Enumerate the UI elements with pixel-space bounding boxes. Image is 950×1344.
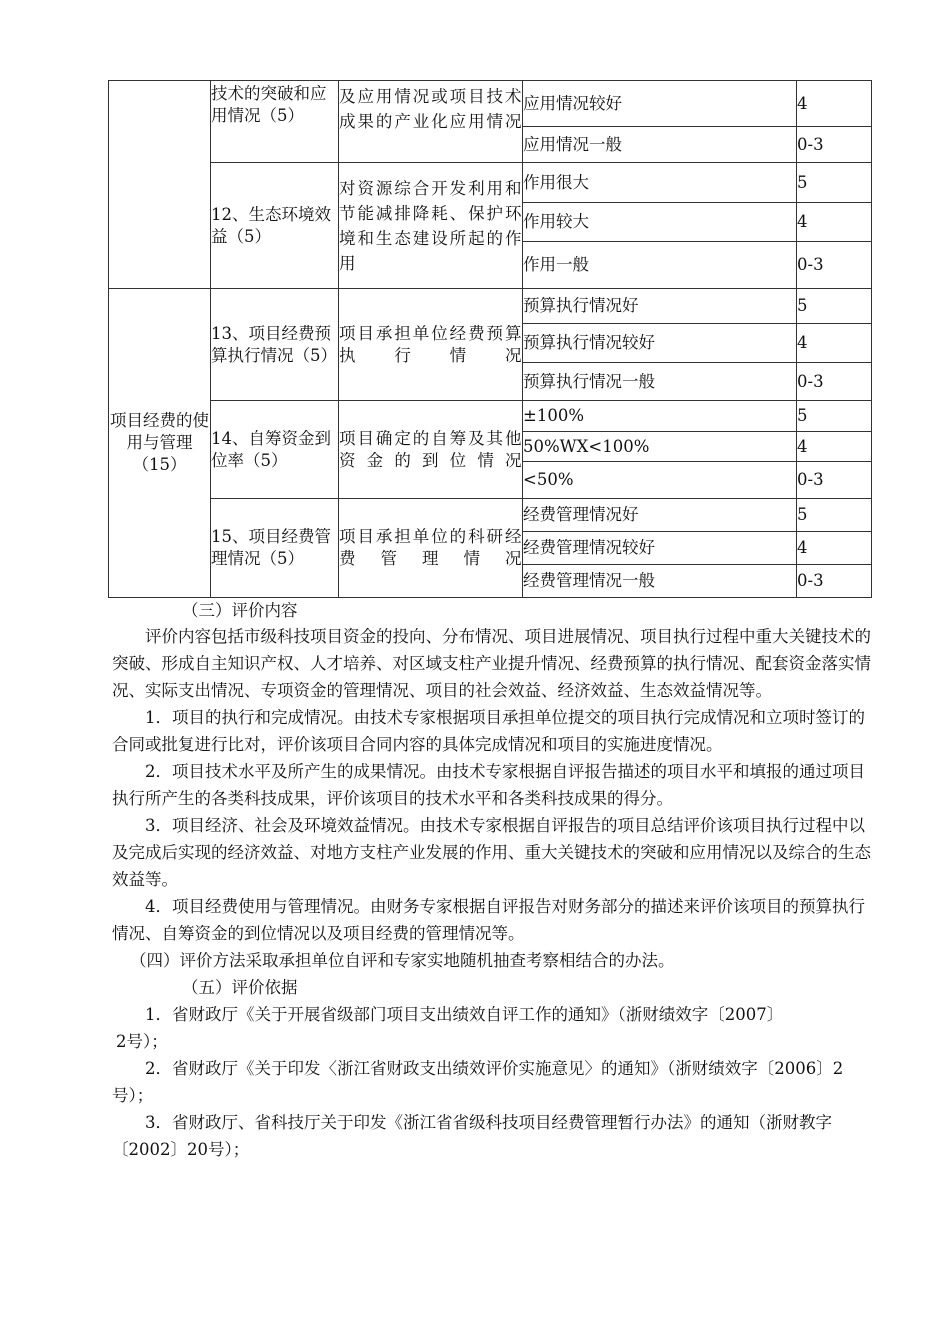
indicator-cell: 14、自筹资金到位率（5） xyxy=(211,401,339,499)
description-cell: 项目承担单位经费预算执行情况 xyxy=(339,289,523,401)
paragraph: 3．项目经济、社会及环境效益情况。由技术专家根据自评报告的项目总结评价该项目执行过程中以及完成后实现的经济效益、对地方支柱产业发展的作用、重大关键技术的突破和应用情况以及综合的生态效益等。 xyxy=(112,816,871,889)
score-cell: 4 xyxy=(797,81,872,127)
body-text xyxy=(112,599,872,1163)
description-cell: 对资源综合开发利用和节能减排降耗、保护环境和生态建设所起的作用 xyxy=(339,163,523,289)
standard-cell: 预算执行情况一般 xyxy=(523,363,797,401)
standard-cell: 作用一般 xyxy=(523,242,797,289)
standard-cell: <50% xyxy=(523,462,797,499)
standard-cell: 50%WX<100% xyxy=(523,432,797,462)
section-heading: （五）评价依据 xyxy=(182,978,298,997)
paragraph: （四）评价方法采取承担单位自评和专家实地随机抽查考察相结合的办法。 xyxy=(130,951,675,970)
description-cell: 项目承担单位的科研经费管理情况 xyxy=(339,499,523,598)
standard-cell: 应用情况一般 xyxy=(523,127,797,163)
paragraph: 评价内容包括市级科技项目资金的投向、分布情况、项目进展情况、项目执行过程中重大关键技术的突破、形成自主知识产权、人才培养、对区域支柱产业提升情况、经费预算的执行情况、配套资金落实情况、实际支出情况、专项资金的管理情况、项目的社会效益、经济效益、生态效益情况等。 xyxy=(112,627,871,700)
paragraph: 2．省财政厅《关于印发〈浙江省财政支出绩效评价实施意见〉的通知》（浙财绩效字〔2006〕2号）； xyxy=(112,1059,844,1105)
standard-cell: 应用情况较好 xyxy=(523,81,797,127)
score-cell: 0-3 xyxy=(797,242,872,289)
score-cell: 5 xyxy=(797,289,872,324)
paragraph: 1．项目的执行和完成情况。由技术专家根据项目承担单位提交的项目执行完成情况和立项时签订的合同或批复进行比对，评价该项目合同内容的具体完成情况和项目的实施进度情况。 xyxy=(112,708,865,754)
table-row xyxy=(109,163,872,203)
indicator-cell: 12、生态环境效益（5） xyxy=(211,163,339,289)
score-cell: 5 xyxy=(797,401,872,432)
score-cell: 5 xyxy=(797,163,872,203)
score-cell: 0-3 xyxy=(797,363,872,401)
paragraph: 4．项目经费使用与管理情况。由财务专家根据自评报告对财务部分的描述来评价该项目的预算执行情况、自筹资金的到位情况以及项目经费的管理情况等。 xyxy=(112,897,865,943)
score-cell: 0-3 xyxy=(797,462,872,499)
standard-cell: 经费管理情况一般 xyxy=(523,565,797,598)
table-row xyxy=(109,401,872,432)
indicator-cell: 技术的突破和应用情况（5） xyxy=(211,81,339,163)
category-cell: 项目经费的使用与管理（15） xyxy=(109,289,211,598)
standard-cell: ±100% xyxy=(523,401,797,432)
score-cell: 5 xyxy=(797,499,872,532)
description-cell: 项目确定的自筹及其他资金的到位情况 xyxy=(339,401,523,499)
score-cell: 4 xyxy=(797,203,872,242)
paragraph: 2号）； xyxy=(116,1032,168,1051)
paragraph: 2．项目技术水平及所产生的成果情况。由技术专家根据自评报告描述的项目水平和填报的通过项目执行所产生的各类科技成果，评价该项目的技术水平和各类科技成果的得分。 xyxy=(112,762,865,808)
standard-cell: 预算执行情况好 xyxy=(523,289,797,324)
score-cell: 4 xyxy=(797,532,872,565)
table-row xyxy=(109,289,872,324)
score-cell: 0-3 xyxy=(797,127,872,163)
category-cell xyxy=(109,81,211,289)
indicator-cell: 15、项目经费管理情况（5） xyxy=(211,499,339,598)
score-cell: 4 xyxy=(797,432,872,462)
standard-cell: 经费管理情况较好 xyxy=(523,532,797,565)
standard-cell: 作用较大 xyxy=(523,203,797,242)
standard-cell: 经费管理情况好 xyxy=(523,499,797,532)
indicator-cell: 13、项目经费预算执行情况（5） xyxy=(211,289,339,401)
standard-cell: 预算执行情况较好 xyxy=(523,324,797,363)
description-cell: 及应用情况或项目技术成果的产业化应用情况 xyxy=(339,81,523,163)
paragraph: 1．省财政厅《关于开展省级部门项目支出绩效自评工作的通知》（浙财绩效字〔2007〕 xyxy=(145,1005,784,1024)
standard-cell: 作用很大 xyxy=(523,163,797,203)
table-row xyxy=(109,499,872,532)
score-cell: 0-3 xyxy=(797,565,872,598)
table-row xyxy=(109,81,872,127)
evaluation-table xyxy=(108,80,872,598)
section-heading: （三）评价内容 xyxy=(182,601,298,620)
score-cell: 4 xyxy=(797,324,872,363)
paragraph: 3．省财政厅、省科技厅关于印发《浙江省省级科技项目经费管理暂行办法》的通知（浙财教字〔2002〕20号）； xyxy=(112,1113,832,1159)
